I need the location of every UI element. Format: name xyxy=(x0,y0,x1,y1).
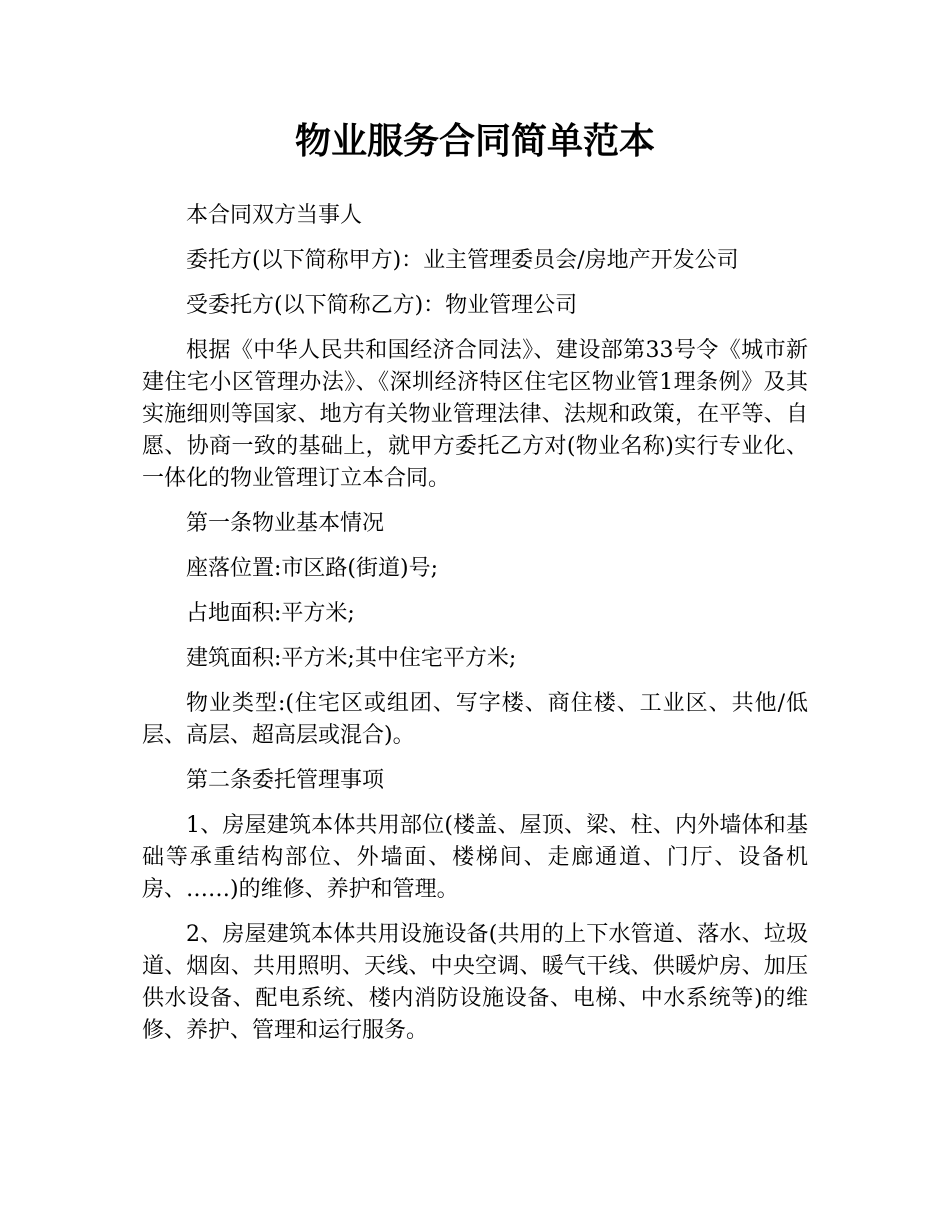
paragraph-land-area: 占地面积:平方米; xyxy=(186,601,355,626)
article-1-heading: 第一条物业基本情况 xyxy=(186,511,385,536)
document-title: 物业服务合同简单范本 xyxy=(294,121,655,162)
paragraph-legal-basis: 根据《中华人民共和国经济合同法》、建设部第33号令《城市新建住宅小区管理办法》、《深圳经济特区住宅区物业管1理条例》及其实施细则等国家、地方有关物业管理法律、法规和政策，在平等、自愿、协商一致的基础上，就甲方委托乙方对(物业名称)实行专业化、一体化的物业管理订立本合同。 xyxy=(142,338,808,491)
document-body xyxy=(142,200,808,1060)
paragraph-party-a: 委托方(以下简称甲方)：业主管理委员会/房地产开发公司 xyxy=(186,248,739,273)
paragraph-building-area: 建筑面积:平方米;其中住宅平方米; xyxy=(186,646,517,671)
paragraph-party-b: 受委托方(以下简称乙方)：物业管理公司 xyxy=(186,293,578,318)
paragraph-property-type: 物业类型:(住宅区或组团、写字楼、商住楼、工业区、共他/低层、高层、超高层或混合)。 xyxy=(142,691,808,748)
paragraph-item-2: 2、房屋建筑本体共用设施设备(共用的上下水管道、落水、垃圾道、烟囱、共用照明、天线、中央空调、暖气干线、供暖炉房、加压供水设备、配电系统、楼内消防设施设备、电梯、中水系统等)的维修、养护、管理和运行服务。 xyxy=(142,922,808,1043)
paragraph-item-1: 1、房屋建筑本体共用部位(楼盖、屋顶、梁、柱、内外墙体和基础等承重结构部位、外墙面、楼梯间、走廊通道、门厅、设备机房、……)的维修、养护和管理。 xyxy=(142,813,808,902)
paragraph-parties: 本合同双方当事人 xyxy=(186,203,363,228)
paragraph-location: 座落位置:市区路(街道)号; xyxy=(186,556,438,581)
article-2-heading: 第二条委托管理事项 xyxy=(186,768,385,793)
